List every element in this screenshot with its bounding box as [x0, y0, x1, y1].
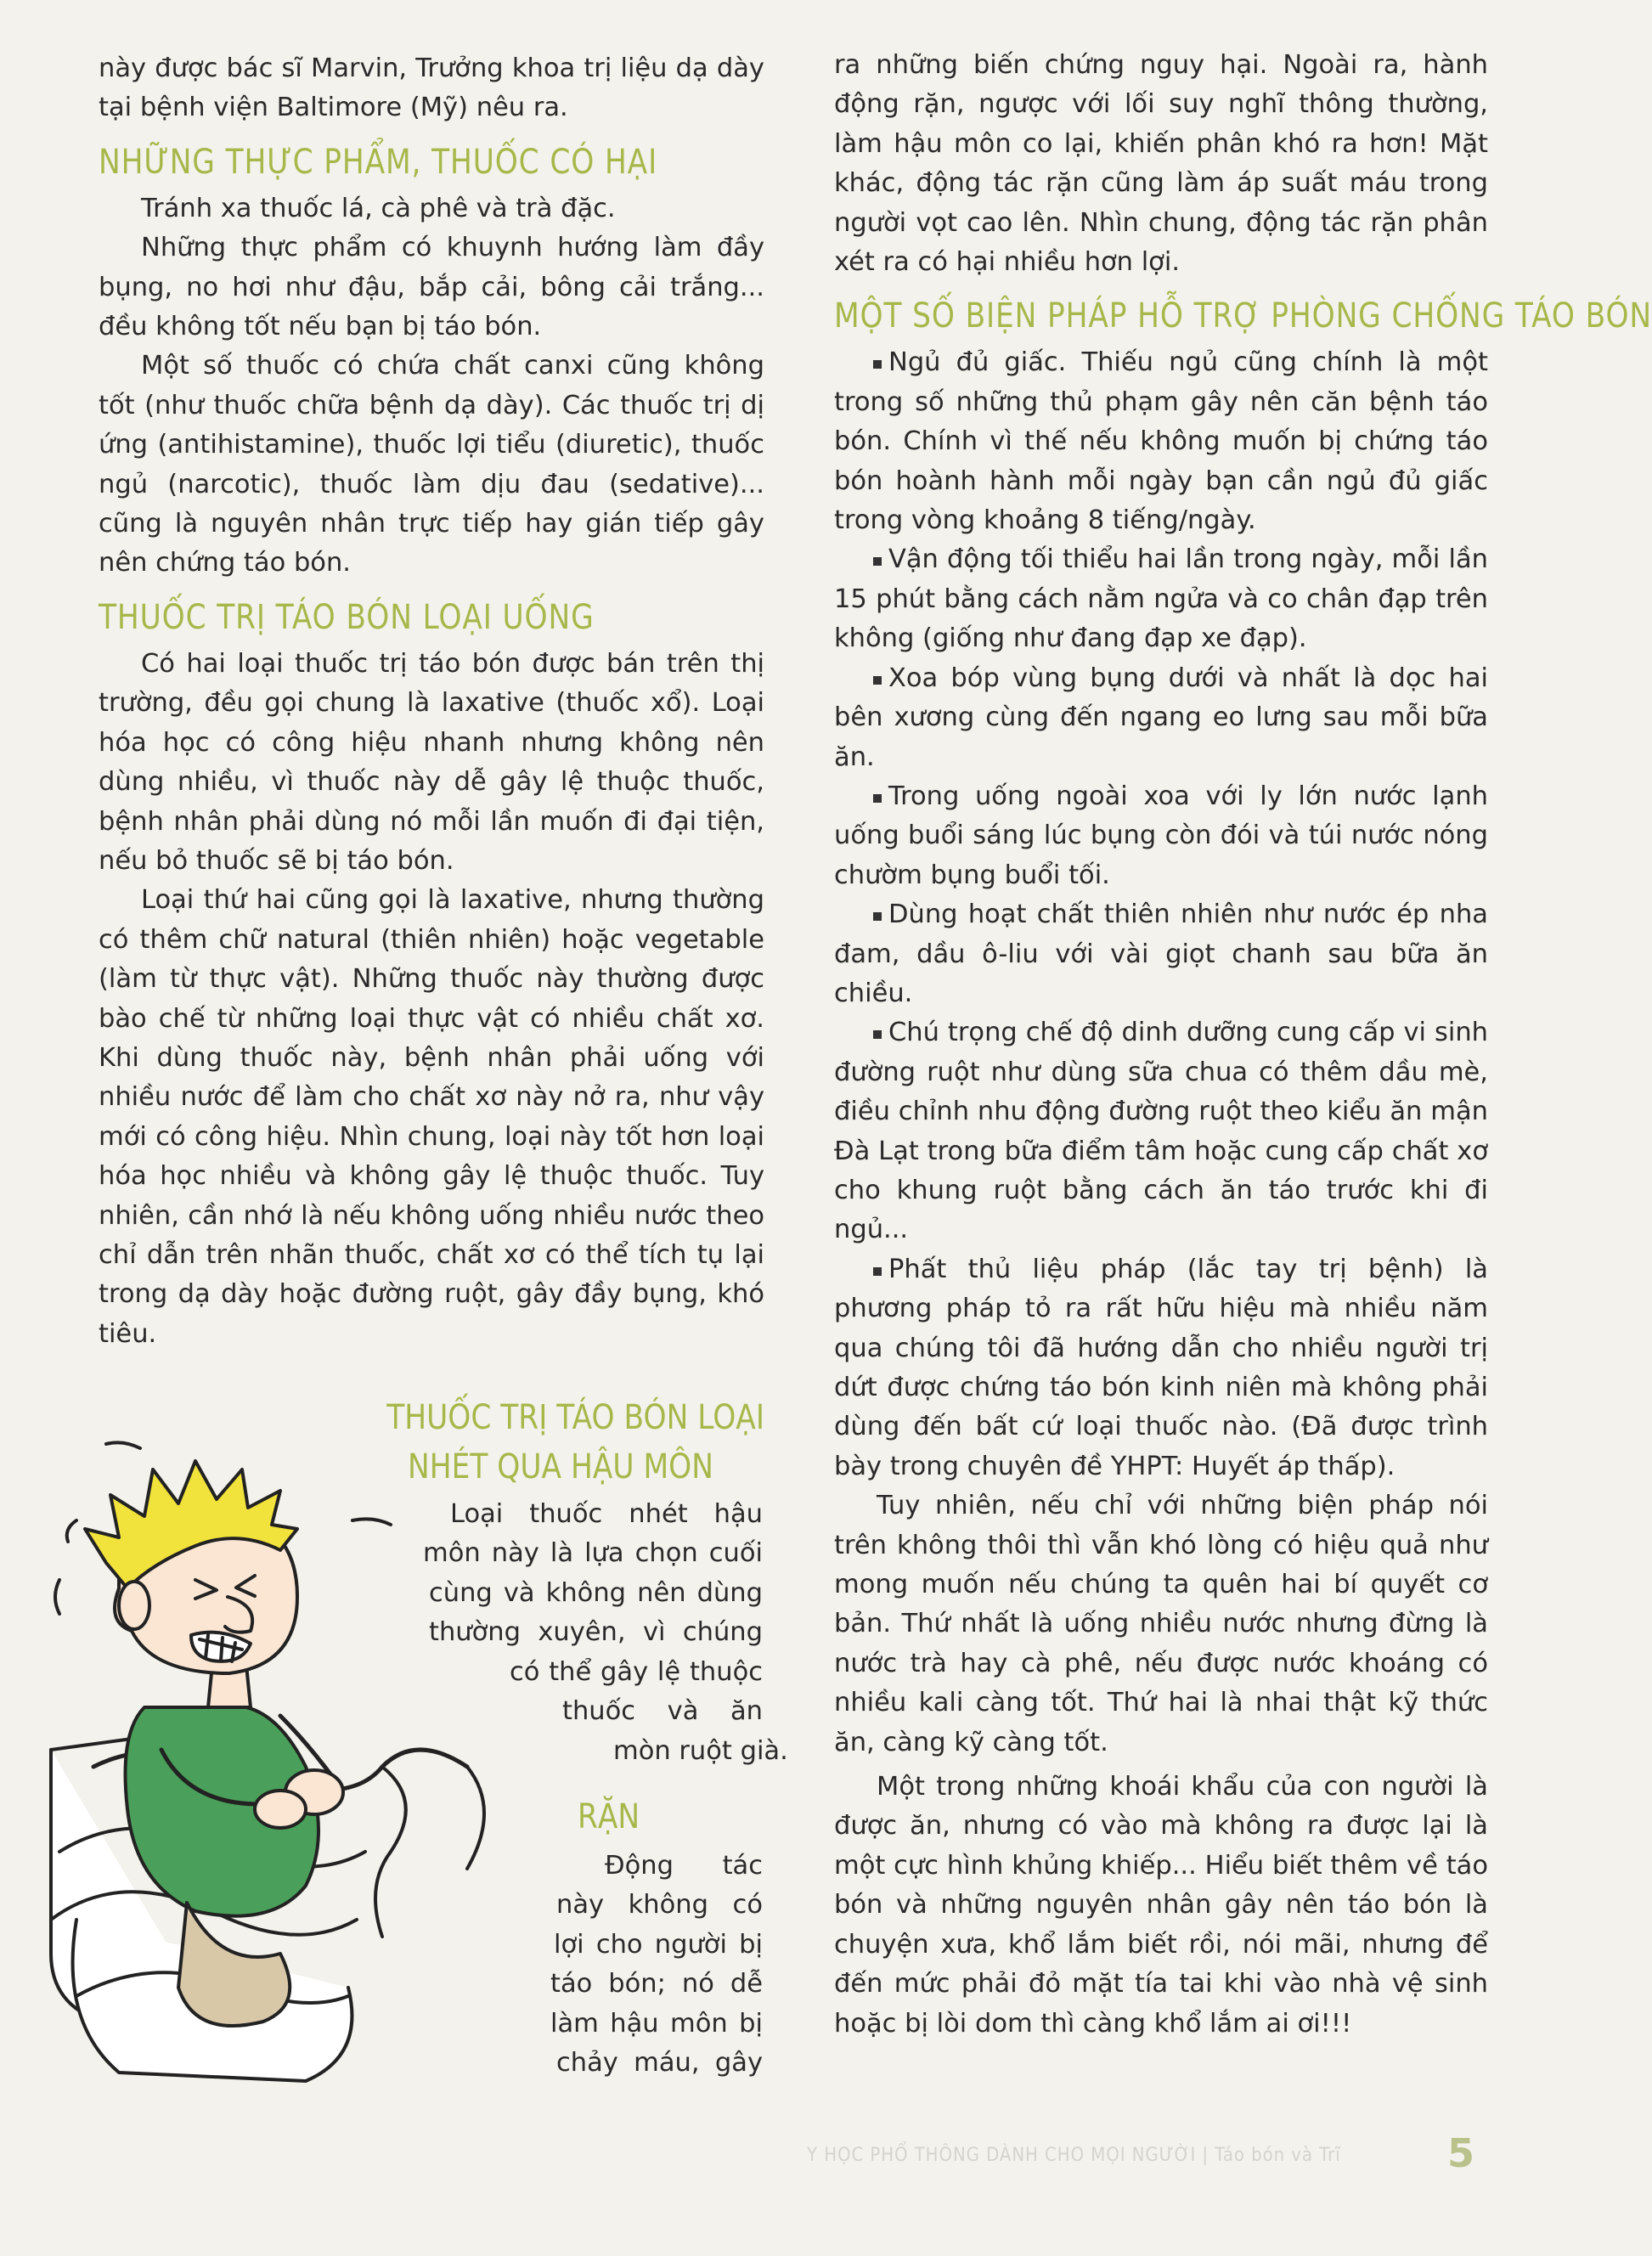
- bullet-item: Phất thủ liệu pháp (lắc tay trị bệnh) là phương pháp tỏ ra rất hữu hiệu mà nhiều năm qua chúng tôi đã hướng dẫn cho nhiều người trị dứt được chứng táo bón kinh niên mà không phải dùng đến bất cứ loại thuốc nào. (Đã được trình bày trong chuyên đề YHPT: Huyết áp thấp).: [834, 1254, 1488, 1481]
- bullet-square-icon: [873, 676, 882, 685]
- section-heading-suppository-line1: THUỐC TRỊ TÁO BÓN LOẠI: [386, 1398, 764, 1437]
- paragraph: Tuy nhiên, nếu chỉ với những biện pháp nói trên không thôi thì vẫn khó lòng có hiệu quả như mong muốn nếu chúng ta quên hai bí quyết cơ bản. Thứ nhất là uống nhiều nước nhưng đừng là nước trà hay cà phê, nếu được nước khoáng có nhiều kali càng tốt. Thứ hai là nhai thật kỹ thức ăn, càng kỹ càng tốt.: [834, 1491, 1488, 1757]
- text-line: này không có: [556, 1890, 763, 1920]
- closing-paragraph: Một trong những khoái khẩu của con người là được ăn, nhưng có vào mà không ra được lại là một cực hình khủng khiếp... Hiểu biết thêm về táo bón và những nguyên nhân gây nên táo bón là chuyện xưa, khổ lắm biết rồi, nói mãi, nhưng để đến mức phải đỏ mặt tía tai khi vào nhà vệ sinh hoặc bị lòi dom thì càng khổ lắm ai ơi!!!: [834, 1772, 1488, 2039]
- bullet-item: Ngủ đủ giấc. Thiếu ngủ cũng chính là một trong số những thủ phạm gây nên căn bệnh táo bón. Chính vì thế nếu không muốn bị chứng táo bón hoành hành mỗi ngày bạn cần ngủ đủ giấc trong vòng khoảng 8 tiếng/ngày.: [834, 347, 1488, 536]
- text-line: có thể gây lệ thuộc: [510, 1657, 763, 1687]
- paragraph: Có hai loại thuốc trị táo bón được bán trên thị trường, đều gọi chung là laxative (thuốc xổ). Loại hóa học có công hiệu nhanh nhưng không nên dùng nhiều, vì thuốc này dễ gây lệ thuộc thuốc, bệnh nhân phải dùng nó mỗi lần muốn đi đại tiện, nếu bỏ thuốc sẽ bị táo bón.: [99, 648, 764, 876]
- section-heading-harmful-foods: NHỮNG THỰC PHẨM, THUỐC CÓ HẠI: [99, 142, 658, 182]
- section-heading-oral-laxatives: THUỐC TRỊ TÁO BÓN LOẠI UỐNG: [99, 597, 595, 637]
- text-line: chảy máu, gây: [556, 2048, 763, 2078]
- bullet-square-icon: [873, 1030, 882, 1039]
- paragraph: Những thực phẩm có khuynh hướng làm đầy bụng, no hơi như đậu, bắp cải, bông cải trắng... đều không tốt nếu bạn bị táo bón.: [99, 233, 764, 342]
- right-column: [834, 46, 1652, 2044]
- text-line: cùng và không nên dùng: [429, 1578, 763, 1608]
- bullet-item: Dùng hoạt chất thiên nhiên như nước ép nha đam, dầu ô-liu với vài giọt chanh sau bữa ăn chiều.: [834, 900, 1488, 1008]
- text-line: môn này là lựa chọn cuối: [423, 1538, 763, 1568]
- bullet-square-icon: [873, 794, 882, 803]
- bullet-item: Chú trọng chế độ dinh dưỡng cung cấp vi sinh đường ruột như dùng sữa chua có thêm dầu mè, điều chỉnh nhu động đường ruột theo kiểu ăn mận Đà Lạt trong bữa điểm tâm hoặc cung cấp chất xơ cho khung ruột bằng cách ăn táo trước khi đi ngủ...: [834, 1018, 1488, 1245]
- text-line: Động tác: [605, 1851, 763, 1881]
- text-line: thuốc và ăn: [562, 1696, 763, 1726]
- bullet-square-icon: [873, 360, 882, 369]
- text-line: Loại thuốc nhét hậu: [450, 1499, 763, 1529]
- intro-paragraph: này được bác sĩ Marvin, Trưởng khoa trị liệu dạ dày tại bệnh viện Baltimore (Mỹ) nêu ra.: [99, 54, 764, 123]
- bullet-square-icon: [873, 557, 882, 566]
- running-footer: Y HỌC PHỔ THÔNG DÀNH CHO MỌI NGƯỜI | Táo bón và Trĩ: [807, 2145, 1341, 2166]
- left-column: [99, 49, 764, 1354]
- section-heading-prevention-measures: MỘT SỐ BIỆN PHÁP HỖ TRỢ PHÒNG CHỐNG TÁO BÓN: [834, 296, 1652, 336]
- section-heading-suppository-line2: NHÉT QUA HẬU MÔN: [407, 1447, 713, 1486]
- text-line: thường xuyên, vì chúng: [429, 1617, 763, 1647]
- bullet-square-icon: [873, 912, 882, 921]
- paragraph: Tránh xa thuốc lá, cà phê và trà đặc.: [141, 193, 616, 223]
- text-line: làm hậu môn bị: [550, 2009, 763, 2039]
- bullet-item: Trong uống ngoài xoa với ly lớn nước lạnh uống buổi sáng lúc bụng còn đói và túi nước nóng chườm bụng buổi tối.: [834, 781, 1488, 890]
- text-line: mòn ruột già.: [613, 1736, 788, 1766]
- text-line: táo bón; nó dễ: [550, 1969, 763, 1999]
- text-line: lợi cho người bị: [554, 1930, 763, 1960]
- paragraph: Một số thuốc có chứa chất canxi cũng không tốt (như thuốc chữa bệnh dạ dày). Các thuốc trị dị ứng (antihistamine), thuốc lợi tiểu (diuretic), thuốc ngủ (narcotic), thuốc làm dịu đau (sedative)... cũng là nguyên nhân trực tiếp hay gián tiếp gây nên chứng táo bón.: [99, 351, 764, 578]
- suppository-section: [280, 1393, 764, 1492]
- bullet-item: Vận động tối thiểu hai lần trong ngày, mỗi lần 15 phút bằng cách nằm ngửa và co chân đạp trên không (giống như đang đạp xe đạp).: [834, 544, 1488, 654]
- bullet-item: Xoa bóp vùng bụng dưới và nhất là dọc hai bên xương cùng đến ngang eo lưng sau mỗi bữa ăn.: [834, 663, 1488, 772]
- bullet-square-icon: [873, 1267, 882, 1276]
- page-number: 5: [1447, 2130, 1475, 2176]
- paragraph: Loại thứ hai cũng gọi là laxative, nhưng thường có thêm chữ natural (thiên nhiên) hoặc vegetable (làm từ thực vật). Những thuốc này thường được bào chế từ những loại thực vật có nhiều chất xơ. Khi dùng thuốc này, bệnh nhân phải uống với nhiều nước để làm cho chất xơ này nở ra, như vậy mới có công hiệu. Nhìn chung, loại này tốt hơn loại hóa học nhiều và không gây lệ thuộc thuốc. Tuy nhiên, cần nhớ là nếu không uống nhiều nước theo chỉ dẫn trên nhãn thuốc, chất xơ có thể tích tụ lại trong dạ dày hoặc đường ruột, gây đầy bụng, khó tiêu.: [99, 885, 764, 1349]
- section-heading-straining: RẶN: [578, 1797, 640, 1836]
- continuation-paragraph: ra những biến chứng nguy hại. Ngoài ra, hành động rặn, ngược với lối suy nghĩ thông thường, làm hậu môn co lại, khiến phân khó ra hơn! Mặt khác, động tác rặn cũng làm áp suất máu trong người vọt cao lên. Nhìn chung, động tác rặn phân xét ra có hại nhiều hơn lợi.: [834, 50, 1488, 278]
